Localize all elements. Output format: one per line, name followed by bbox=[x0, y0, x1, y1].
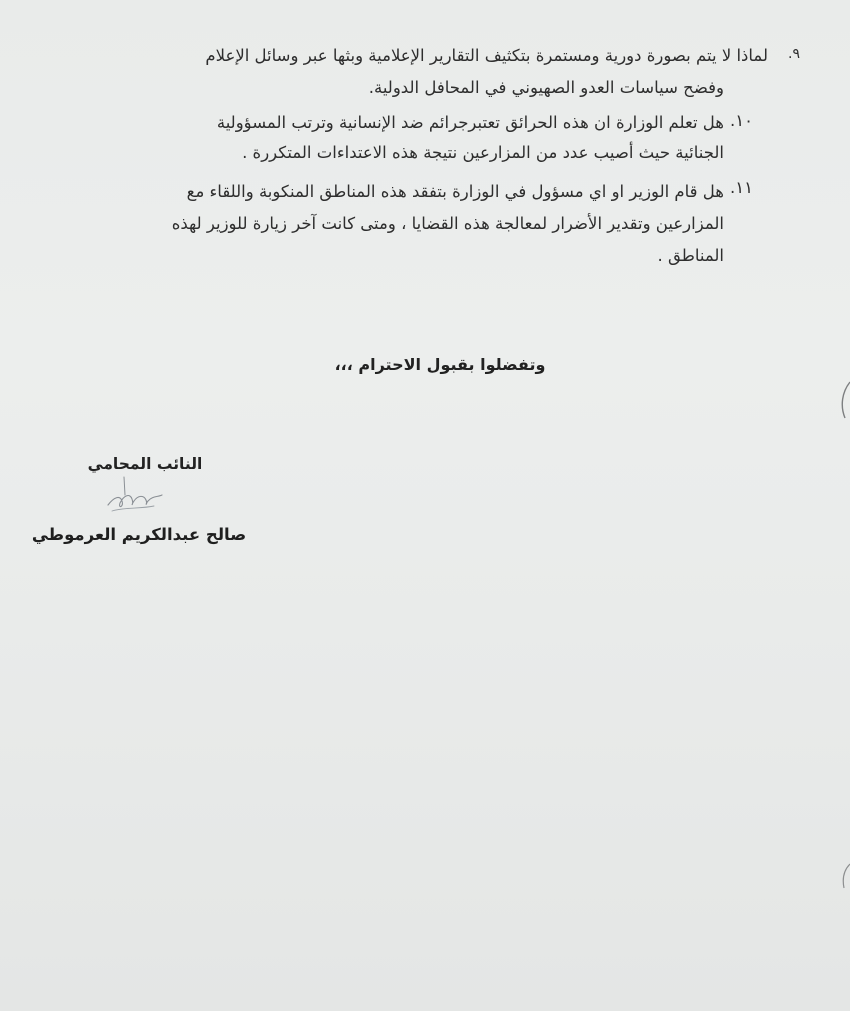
item-11-line-2: المزارعين وتقدير الأضرار لمعالجة هذه القضايا ، ومتى كانت آخر زيارة للوزير لهذه bbox=[171, 214, 724, 233]
paper-edge-mark bbox=[836, 860, 850, 890]
signer-title: النائب المحامي bbox=[87, 455, 203, 473]
item-11-line-1: هل قام الوزير او اي مسؤول في الوزارة بتفقد هذه المناطق المنكوبة واللقاء مع bbox=[186, 182, 724, 201]
item-10-number: ١٠. bbox=[730, 111, 753, 130]
item-9-line-2: وفضح سياسات العدو الصهيوني في المحافل الدولية. bbox=[368, 78, 724, 97]
closing-phrase: وتفضلوا بقبول الاحترام ،،، bbox=[334, 355, 546, 374]
item-11-number: ١١. bbox=[730, 178, 753, 197]
item-9-line-1: لماذا لا يتم بصورة دورية ومستمرة بتكثيف التقارير الإعلامية وبثها عبر وسائل الإعلام bbox=[205, 46, 768, 65]
signer-name: صالح عبدالكريم العرموطي bbox=[31, 525, 247, 544]
item-10-line-1: هل تعلم الوزارة ان هذه الحرائق تعتبرجرائم ضد الإنسانية وترتب المسؤولية bbox=[216, 113, 724, 132]
handwritten-signature bbox=[100, 473, 170, 518]
item-10-line-2: الجنائية حيث أصيب عدد من المزارعين نتيجة هذه الاعتداءات المتكررة . bbox=[242, 143, 724, 162]
item-11-line-3: المناطق . bbox=[657, 246, 724, 265]
paper-edge-mark bbox=[836, 380, 850, 420]
item-9-number: ٩. bbox=[788, 46, 800, 62]
